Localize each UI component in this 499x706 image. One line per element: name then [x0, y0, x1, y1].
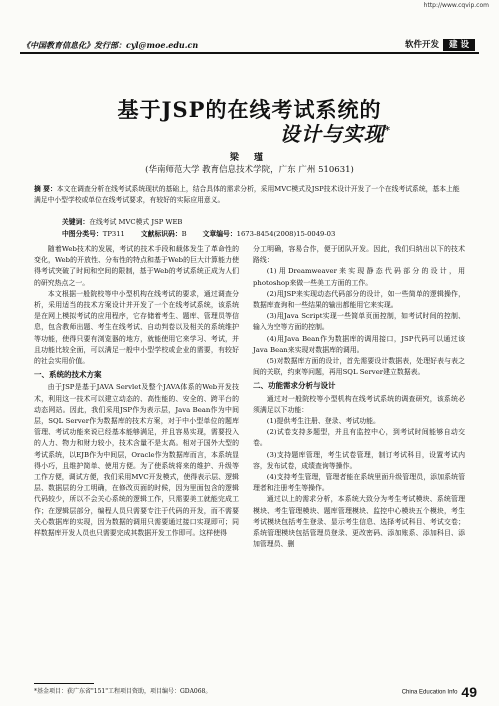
- paragraph: 随着Web技术的发展，考试的技术手段和载体发生了革命性的变化，Web的开放性、分布性的特点和基于Web的巨大计算能力使得考试突破了时间和空间的限制，基于Web的考试系统正成为人们的研究热点之一。: [34, 245, 239, 287]
- paragraph: 通过对一般院校等小型机构在线考试系统的调查研究，该系统必须满足以下功能：: [253, 394, 465, 414]
- list-item: (1)提供考生注册、登录、考试功能。: [266, 417, 380, 426]
- source-url: http://www.cqvip.com: [423, 2, 489, 9]
- paragraph: 分工明确，容易合作，便于团队开发。因此，我们归纳出以下的技术路线：: [253, 245, 465, 265]
- list-item: (2)用JSP来实现动态代码部分的设计，如一些简单的逻辑操作，数据库查询和一些结果的输出都能用它来实现。: [253, 289, 465, 310]
- footnote-rule: [34, 683, 94, 684]
- section-heading: 二、功能需求分析与设计: [253, 381, 336, 391]
- list-item: (3)用Java Script实现一些简单页面控制，如考试时间的控制、输入为空等方面的控制。: [253, 312, 465, 332]
- article-id: 1673-8454(2008)15-0049-03: [236, 230, 336, 238]
- journal-name: China Education Info: [401, 689, 458, 696]
- footnote: *基金项目：获广东省"151"工程项目资助，项目编号：GDA068。: [34, 688, 212, 695]
- page-footer: [402, 684, 477, 700]
- page-number: 49: [461, 684, 477, 700]
- article-subtitle: 设计与实现*: [279, 122, 391, 146]
- abstract: [34, 184, 465, 206]
- affiliation: (华南师范大学 教育信息技术学院，广东 广州 510631): [145, 165, 354, 175]
- paragraph: 通过以上的需求分析，本系统大致分为考生考试模块、系统管理模块、考生管理模块、题库管理模块、监控中心模块五个模块，考生考试模块包括考生登录、显示考生信息、选择考试科目、考试交卷；系统管理模块包括管理员登录、更改密码、添加账系、添加科目、添加管理员、删: [253, 495, 465, 549]
- list-item: (1)用Dreamweaver来实现静态代码部分的设计，用photoshop来做一些美工方面的工作。: [253, 267, 465, 287]
- abstract-text: 本文在调查分析在线考试系统现状的基础上，结合具体的需求分析，采用MVC模式及JSP技术设计开发了一个在线考试系统，基本上能满足中小型学校或单位在线考试要求，有较好的实际应用意义。: [34, 185, 460, 204]
- list-item: (4)支持考生管理，管理者能在系统里面升级管理员，添加系统管理者和注册考生等操作。: [253, 473, 465, 493]
- list-item: (4)用Java Bean作为数据库的调用接口，JSP代码可以通过该Java Bean来实现对数据库的调用。: [253, 334, 465, 354]
- list-item: (5)对数据库方面的设计，首先需要设计数据表，处理好表与表之间的关联，约束等问题，再用SQL Server建立数据表。: [253, 357, 465, 377]
- section-tag: [405, 38, 475, 50]
- running-head: 《中国教育信息化》发行部：cyl@moe.edu.cn: [22, 40, 199, 50]
- doc-code: B: [181, 230, 187, 238]
- right-column: [253, 244, 465, 550]
- left-column: [34, 244, 239, 539]
- abstract-label: 摘 要：: [34, 185, 57, 193]
- paragraph: 由于JSP是基于JAVA Servlet及整个JAVA体系的Web开发技术，利用这一技术可以建立动态的、高性能的、安全的、跨平台的动态网站。因此，我们采用JSP作为表示层，Java Bean作为中间层，SQL Server作为数据库的技术方案，对于中小型单位的题库管理、考试功能来说已经基本能够满足，并且容易实现，需要投入的人力、物力和财力较小，技术含量不是太高。相对于国外大型的考试系统，以EJB作为中间层，Oracle作为数据库而言，本系统显得小巧，且维护简单、使用方便。为了使系统将来的维护、升级等工作方便，调试方便，我们采用MVC开发模式，使得表示层、逻辑层、数据层的分工明确，在修改页面的时候，因为里面包含的逻辑代码较少，所以不会关心系统的逻辑工作，只需要美工就能完成工作；在逻辑层部分，编程人员只需要专注于代码的开发，而不需要关心数据库的实现，因为数据的调用只需要通过接口实现即可；同样数据库开发人员也只需要完成其数据开发工作即可。这样使得: [34, 383, 239, 538]
- list-item: (2)试卷支持多题型，并且有监控中心，到考试时间能够自动交卷。: [253, 428, 465, 448]
- keywords-text: 在线考试 MVC模式 JSP WEB: [89, 218, 183, 226]
- section-badge: 建 设: [443, 39, 475, 51]
- article-meta: 中图分类号：TP311 文献标识码：B 文章编号：1673-8454(2008)15-0049-03: [62, 230, 336, 238]
- section-label: 软件开发: [405, 40, 440, 50]
- keywords-label: 关键词：: [62, 218, 90, 226]
- paragraph: 本文根据一般院校等中小型机构在线考试的要求，通过调查分析，采用适当的技术方案设计并开发了一个在线考试系统，该系统是在网上模拟考试的应用程序，它存储着考生、题库、管理员等信息，包含教师出题、考生在线考试、自动判卷以及相关的系统维护等功能，使得只要有浏览器的地方，就能使用它来学习、考试，并且功能比较全面，可以满足一般中小型学校或企业的需要，有较好的社会实用价值。: [34, 289, 239, 366]
- author: 梁 瑾: [229, 153, 270, 163]
- header-rule: [20, 52, 479, 54]
- clc-number: TP311: [102, 230, 125, 238]
- article-title: 基于JSP的在线考试系统的: [117, 97, 382, 122]
- section-heading: 一、系统的技术方案: [34, 370, 102, 380]
- list-item: (3)支持题库管理，考生试卷管理，制订考试科目，设置考试内容，发布试卷，成绩查询等操作。: [253, 450, 465, 470]
- keywords: [62, 216, 182, 226]
